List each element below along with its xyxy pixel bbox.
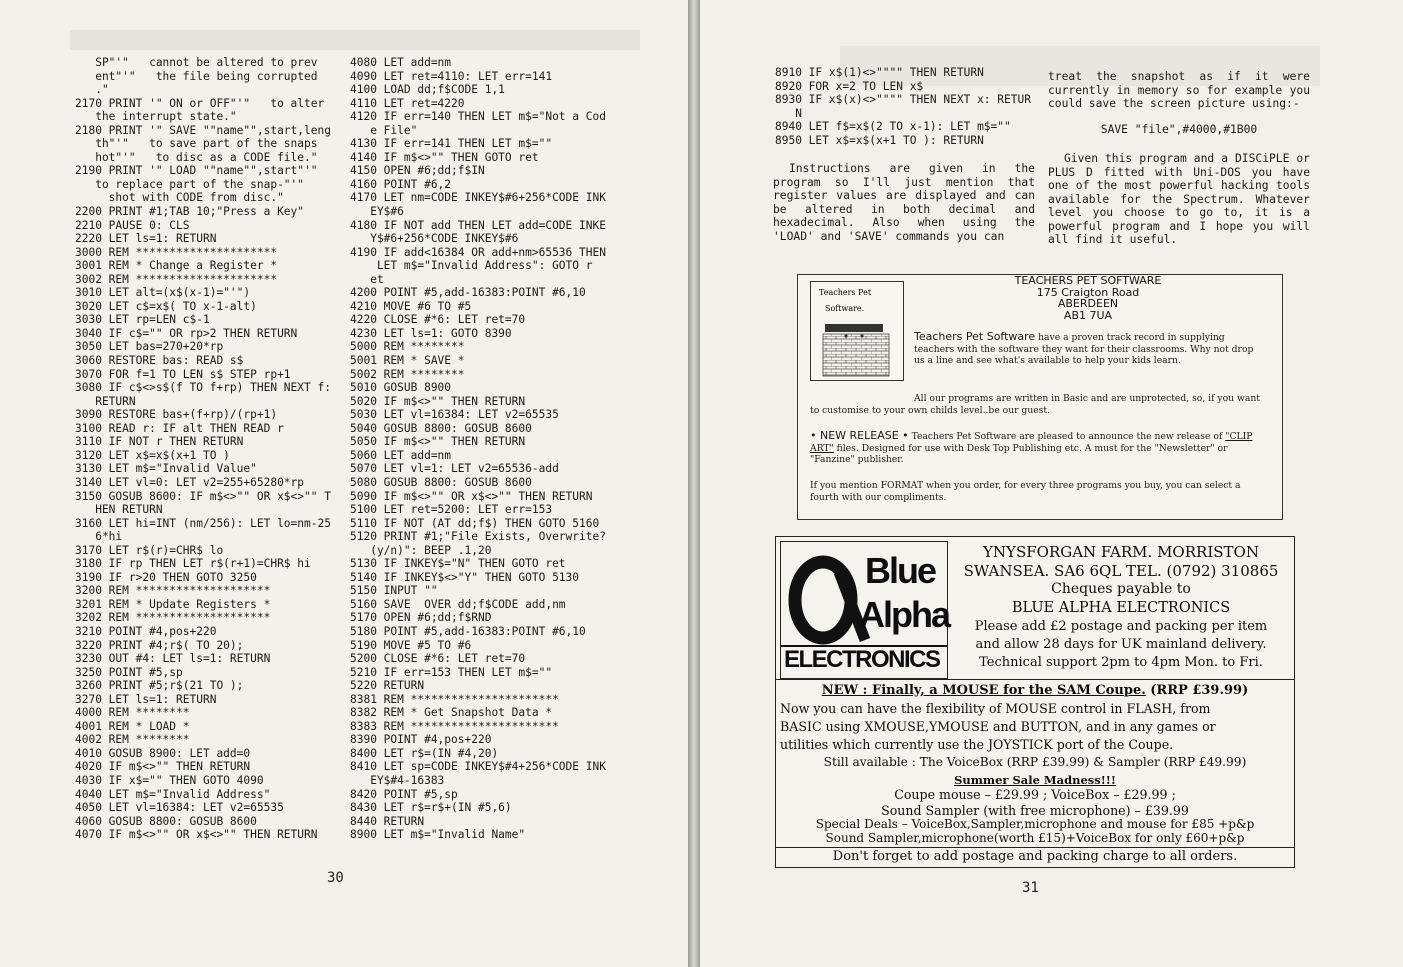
- code-line: 3270 LET ls=1: RETURN: [75, 692, 217, 706]
- code-line: 3001 REM * Change a Register *: [75, 259, 278, 273]
- code-line: 3080 IF c$<>s$(f TO f+rp) THEN NEXT f:: [75, 381, 331, 395]
- code-listing-right: [775, 66, 1045, 147]
- left-page: [0, 0, 688, 967]
- code-line: Y$#6+256*CODE INKEY$#6: [350, 232, 519, 246]
- code-line: (y/n)": BEEP .1,20: [350, 543, 492, 557]
- code-line: 3010 LET alt=(x$(x-1)="'"): [75, 286, 251, 300]
- book-gutter: [688, 0, 700, 967]
- code-line: 8930 IF x$(x)<>"""" THEN NEXT x: RETUR: [775, 93, 1031, 107]
- code-line: 5000 REM ********: [350, 340, 465, 354]
- code-line: 3250 POINT #5,sp: [75, 665, 183, 679]
- code-line: 5040 GOSUB 8800: GOSUB 8600: [350, 421, 532, 435]
- code-line: 5030 LET vl=16384: LET v2=65535: [350, 408, 559, 422]
- code-line: 4200 POINT #5,add-16383:POINT #6,10: [350, 286, 586, 300]
- teachers-pet-intro: Teachers Pet Software have a proven track record in supplying teachers with the software they want for their classrooms. Why not drop us a line and see what's available to help your kids learn.: [914, 330, 1254, 367]
- code-line: 5100 LET ret=5200: LET err=153: [350, 503, 553, 517]
- page-number-right: 31: [1022, 880, 1039, 896]
- code-line: 8940 LET f$=x$(2 TO x-1): LET m$="": [775, 120, 1011, 134]
- teachers-pet-offer: If you mention FORMAT when you order, for every three programs you buy, you can select a fourth with our compliments.: [810, 480, 1241, 503]
- code-line: 3020 LET c$=x$( TO x-1-alt): [75, 299, 257, 313]
- code-line: th"'" to save part of the snaps: [75, 137, 318, 151]
- code-line: 4040 LET m$="Invalid Address": [75, 787, 271, 801]
- code-line: 4060 GOSUB 8800: GOSUB 8600: [75, 814, 257, 828]
- code-line: 8382 REM * Get Snapshot Data *: [350, 706, 553, 720]
- code-line: 3170 LET r$(r)=CHR$ lo: [75, 543, 224, 557]
- code-line: 3220 PRINT #4;r$( TO 20);: [75, 638, 244, 652]
- code-line: 4070 IF m$<>"" OR x$<>"" THEN RETURN: [75, 828, 318, 842]
- code-line: 3140 LET vl=0: LET v2=255+65280*rp: [75, 475, 305, 489]
- code-line: 8950 LET x$=x$(x+1 TO ): RETURN: [775, 133, 984, 147]
- code-line: EY$#6: [350, 205, 404, 219]
- code-line: 4010 GOSUB 8900: LET add=0: [75, 746, 251, 760]
- right-column-text: [1048, 70, 1310, 255]
- save-example: SAVE "file",#4000,#1B00: [1100, 122, 1258, 136]
- code-line: 5190 MOVE #5 TO #6: [350, 638, 472, 652]
- teachers-pet-new-release: • NEW RELEASE • Teachers Pet Software are pleased to announce the new release of "CLIP ART" files. Designed for use with Desk Top Publishing etc. A must for the "Newsletter" or "Fanzine" publisher.: [810, 429, 1253, 466]
- code-line: 4001 REM * LOAD *: [75, 719, 190, 733]
- code-line: 4100 LOAD dd;f$CODE 1,1: [350, 83, 505, 97]
- code-line: 5160 SAVE OVER dd;f$CODE add,nm: [350, 597, 566, 611]
- code-line: hot"'" to disc as a CODE file.": [75, 150, 318, 164]
- desk-character-icon: [811, 282, 903, 380]
- code-line: 3030 LET rp=LEN c$-1: [75, 313, 210, 327]
- code-line: to replace part of the snap-"'": [75, 177, 305, 191]
- code-line: e File": [350, 123, 418, 137]
- code-line: 8910 IF x$(1)<>"""" THEN RETURN: [775, 66, 984, 79]
- code-line: 3150 GOSUB 8600: IF m$<>"" OR x$<>"" T: [75, 489, 331, 503]
- code-line: 4080 LET add=nm: [350, 56, 452, 69]
- code-line: 3110 IF NOT r THEN RETURN: [75, 435, 244, 449]
- code-line: 5002 REM ********: [350, 367, 465, 381]
- code-line: 4000 REM ********: [75, 706, 190, 720]
- code-line: 2190 PRINT '" LOAD ""name"",start"'": [75, 164, 318, 178]
- code-line: SP"'" cannot be altered to prev: [75, 56, 318, 69]
- code-line: 3100 READ r: IF alt THEN READ r: [75, 421, 284, 435]
- code-line: 3090 RESTORE bas+(f+rp)/(rp+1): [75, 408, 278, 422]
- code-line: 4120 IF err=140 THEN LET m$="Not a Cod: [350, 110, 606, 124]
- code-line: 5060 LET add=nm: [350, 448, 452, 462]
- teachers-pet-logo: Teachers Pet Software.: [810, 281, 904, 381]
- code-line: 5020 IF m$<>"" THEN RETURN: [350, 394, 526, 408]
- teachers-pet-address: TEACHERS PET SOFTWARE 175 Craigton Road ABERDEEN AB1 7UA: [1014, 274, 1162, 322]
- code-line: .": [75, 83, 109, 97]
- code-line: 5140 IF INKEY$<>"Y" THEN GOTO 5130: [350, 570, 580, 584]
- code-line: 8383 REM **********************: [350, 719, 559, 733]
- code-line: 2170 PRINT '" ON or OFF"'" to alter: [75, 96, 325, 110]
- given-paragraph: Given this program and a DISCiPLE or PLUS D fitted with Uni-DOS you have one of the most powerful hacking tools available for the Spectrum. Whatever level you choose to go to, it is a powerful program and I hope you will all find it useful.: [1048, 152, 1310, 247]
- code-line: ent"'" the file being corrupted: [75, 69, 318, 83]
- code-line: 4220 CLOSE #*6: LET ret=70: [350, 313, 526, 327]
- code-listing-column-1: [75, 56, 345, 842]
- code-line: 3190 IF r>20 THEN GOTO 3250: [75, 570, 257, 584]
- code-line: 5130 IF INKEY$="N" THEN GOTO ret: [350, 557, 566, 571]
- blue-alpha-advert: Blue Alpha ELECTRONICS YNYSFORGAN FARM. MORRISTON SWANSEA. SA6 6QL TEL. (0792) 310865 Cheques payable to BLUE ALPHA ELECTRONICS Please add £2 postage and packing per item and allow 28 days for UK mainland delivery. Technical support 2pm to 4pm Mon. to Fri. NEW : Finally, a MOUSE for the SAM Coupe. (RRP £39.99) Now you can have the flexibility of MOUSE control in FLASH, from BASIC using XMOUSE,YMOUSE and BUTTON, and in any games or utilities which currently use the JOYSTICK port of the Coupe. Still available : The VoiceBox (RRP £39.99) & Sampler (RRP £49.99) Summer Sale Madness!!! Coupe mouse – £29.99 ; VoiceBox – £29.99 ; Sound Sampler (with free microphone) – £39.99 Special Deals – VoiceBox,Sampler,microphone and mouse for £85 +p&p Sound Sampler,microphone(worth £15)+VoiceBox for only £60+p&p Don't forget to add postage and packing charge to all orders.: [775, 536, 1295, 868]
- code-line: 3202 REM ********************: [75, 611, 271, 625]
- code-line: 5150 INPUT "": [350, 584, 438, 598]
- code-line: 3200 REM ********************: [75, 584, 271, 598]
- code-line: 5110 IF NOT (AT dd;f$) THEN GOTO 5160: [350, 516, 600, 530]
- code-line: 8400 LET r$=(IN #4,20): [350, 746, 499, 760]
- code-line: 3160 LET hi=INT (nm/256): LET lo=nm-25: [75, 516, 331, 530]
- code-line: 4002 REM ********: [75, 733, 190, 747]
- code-line: et: [350, 272, 384, 286]
- code-line: 4090 LET ret=4110: LET err=141: [350, 69, 553, 83]
- code-line: 4170 LET nm=CODE INKEY$#6+256*CODE INK: [350, 191, 606, 205]
- code-line: 8440 RETURN: [350, 814, 425, 828]
- code-line: 4180 IF NOT add THEN LET add=CODE INKE: [350, 218, 606, 232]
- code-listing-column-2: [350, 56, 620, 842]
- code-line: 3260 PRINT #5;r$(21 TO );: [75, 679, 244, 693]
- advert-divider: [776, 679, 1294, 680]
- code-line: 5070 LET vl=1: LET v2=65536-add: [350, 462, 559, 476]
- code-line: 3002 REM *********************: [75, 272, 278, 286]
- code-line: 3201 REM * Update Registers *: [75, 597, 271, 611]
- code-line: 8920 FOR x=2 TO LEN x$: [775, 79, 924, 93]
- code-line: 5080 GOSUB 8800: GOSUB 8600: [350, 475, 532, 489]
- code-line: 4230 LET ls=1: GOTO 8390: [350, 326, 512, 340]
- code-line: 3000 REM *********************: [75, 245, 278, 259]
- code-line: 2220 LET ls=1: RETURN: [75, 232, 217, 246]
- code-line: 2210 PAUSE 0: CLS: [75, 218, 190, 232]
- code-line: 8420 POINT #5,sp: [350, 787, 458, 801]
- show-through-header: [70, 30, 640, 50]
- code-line: 5010 GOSUB 8900: [350, 381, 452, 395]
- code-line: 5090 IF m$<>"" OR x$<>"" THEN RETURN: [350, 489, 593, 503]
- code-line: 8410 LET sp=CODE INKEY$#4+256*CODE INK: [350, 760, 606, 774]
- code-line: 3120 LET x$=x$(x+1 TO ): [75, 448, 230, 462]
- code-line: 8430 LET r$=r$+(IN #5,6): [350, 801, 512, 815]
- code-line: 3060 RESTORE bas: READ s$: [75, 354, 244, 368]
- code-line: 4140 IF m$<>"" THEN GOTO ret: [350, 150, 539, 164]
- code-line: 2200 PRINT #1;TAB 10;"Press a Key": [75, 205, 305, 219]
- code-line: 4190 IF add<16384 OR add+nm>65536 THEN: [350, 245, 606, 259]
- code-line: 4020 IF m$<>"" THEN RETURN: [75, 760, 251, 774]
- teachers-pet-paragraph-2: All our programs are written in Basic and are unprotected, so, if you want to customise to your own childs level..be our guest.: [810, 393, 1260, 416]
- treat-paragraph: treat the snapshot as if it were currently in memory so for example you could save the screen picture using:-: [1048, 70, 1310, 111]
- mouse-headline: NEW : Finally, a MOUSE for the SAM Coupe. (RRP £39.99): [821, 683, 1249, 698]
- code-line: 5180 POINT #5,add-16383:POINT #6,10: [350, 624, 586, 638]
- code-line: EY$#4-16383: [350, 773, 445, 787]
- code-line: 4130 IF err=141 THEN LET m$="": [350, 137, 553, 151]
- instructions-paragraph: Instructions are given in the program so I'll just mention that register values are displayed and can be altered in both decimal and hexadecimal. Also when using the 'LOAD' and 'SAVE' commands you can: [773, 162, 1035, 243]
- code-line: shot with CODE from disc.": [75, 191, 284, 205]
- code-line: 3230 OUT #4: LET ls=1: RETURN: [75, 652, 271, 666]
- code-line: 8381 REM **********************: [350, 692, 559, 706]
- code-line: 3180 IF rp THEN LET r$(r+1)=CHR$ hi: [75, 557, 311, 571]
- code-line: 5120 PRINT #1;"File Exists, Overwrite?: [350, 530, 606, 544]
- code-line: the interrupt state.": [75, 110, 237, 124]
- page-number-left: 30: [327, 870, 344, 886]
- code-line: 3210 POINT #4,pos+220: [75, 624, 217, 638]
- code-line: 3130 LET m$="Invalid Value": [75, 462, 257, 476]
- code-line: 3040 IF c$="" OR rp>2 THEN RETURN: [75, 326, 298, 340]
- code-line: 8900 LET m$="Invalid Name": [350, 828, 526, 842]
- code-line: RETURN: [75, 394, 136, 408]
- code-line: 6*hi: [75, 530, 123, 544]
- code-line: 4110 LET ret=4220: [350, 96, 465, 110]
- code-line: N: [775, 106, 802, 120]
- code-line: 5001 REM * SAVE *: [350, 354, 465, 368]
- teachers-pet-advert: [797, 274, 1283, 520]
- code-line: 5210 IF err=153 THEN LET m$="": [350, 665, 553, 679]
- code-line: 4210 MOVE #6 TO #5: [350, 299, 472, 313]
- advert-divider-footer: [776, 847, 1294, 848]
- code-line: 5050 IF m$<>"" THEN RETURN: [350, 435, 526, 449]
- code-line: 5170 OPEN #6;dd;f$RND: [350, 611, 492, 625]
- code-line: 3070 FOR f=1 TO LEN s$ STEP rp+1: [75, 367, 291, 381]
- code-line: 5220 RETURN: [350, 679, 425, 693]
- code-line: 3050 LET bas=270+20*rp: [75, 340, 224, 354]
- code-line: HEN RETURN: [75, 503, 163, 517]
- code-line: 8390 POINT #4,pos+220: [350, 733, 492, 747]
- code-line: 4050 LET vl=16384: LET v2=65535: [75, 801, 284, 815]
- code-line: 4160 POINT #6,2: [350, 177, 452, 191]
- code-line: 4150 OPEN #6;dd;f$IN: [350, 164, 485, 178]
- blue-alpha-logo: Blue Alpha ELECTRONICS: [780, 541, 948, 679]
- code-line: 4030 IF x$="" THEN GOTO 4090: [75, 773, 264, 787]
- code-line: 2180 PRINT '" SAVE ""name"",start,leng: [75, 123, 331, 137]
- code-line: 5200 CLOSE #*6: LET ret=70: [350, 652, 526, 666]
- code-line: LET m$="Invalid Address": GOTO r: [350, 259, 593, 273]
